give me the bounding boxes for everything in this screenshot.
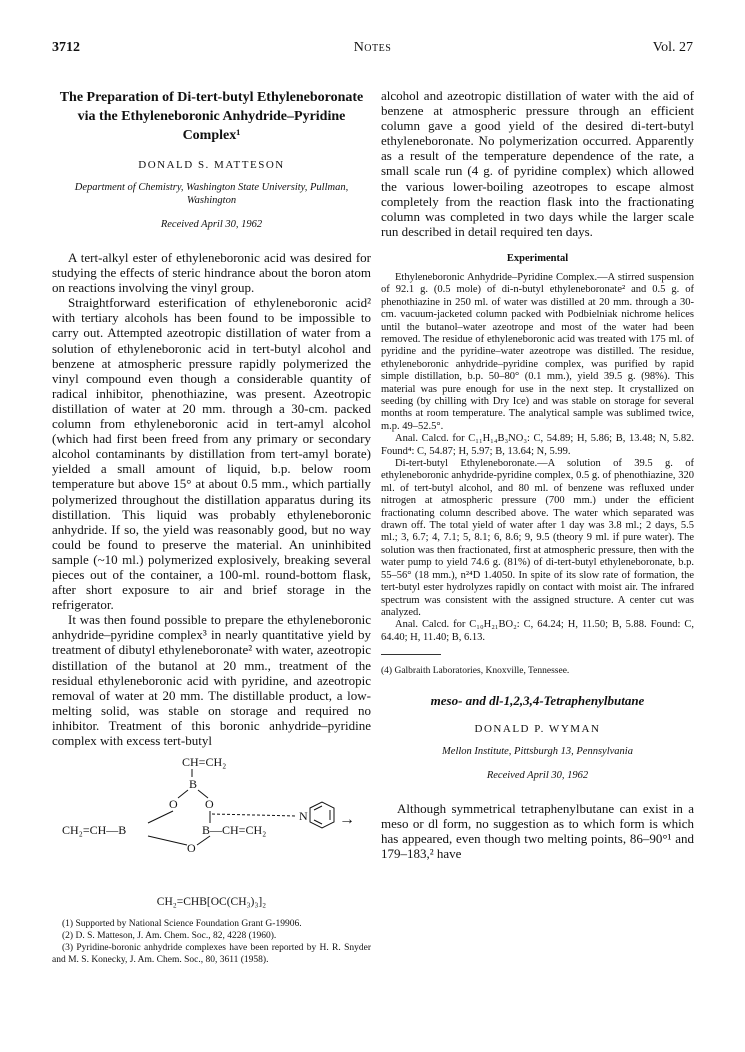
scheme-oxygen-right: O <box>205 797 214 812</box>
scheme-arrow: → <box>339 811 355 829</box>
experimental-section <box>381 272 694 644</box>
second-article-author: DONALD P. WYMAN <box>474 723 601 736</box>
experimental-heading: Experimental <box>506 252 569 264</box>
article-author: DONALD S. MATTESON <box>138 159 285 171</box>
paragraph: A tert-alkyl ester of ethyleneboronic acid was desired for studying the effects of steric hindrance about the boron atom on reactions involving the vinyl group. <box>52 250 371 296</box>
volume-label: Vol. 27 <box>652 40 693 55</box>
paragraph: Although symmetrical tetraphenylbutane can exist in a meso or dl form, no suggestion as to which form is which has appeared, even though two melting points, 86–90°¹ and 179–183,² have <box>381 801 694 862</box>
page-number: 3712 <box>52 40 80 55</box>
right-column <box>381 88 694 862</box>
analysis-paragraph: Anal. Calcd. for C₁₁H₁₄B₃NO₃: C, 54.89; H, 5.86; B, 13.48; N, 5.82. Found⁴: C, 54.87; H, 5.97; B, 13.64; N, 5.99. <box>381 433 694 457</box>
second-article-affiliation: Mellon Institute, Pittsburgh 13, Pennsylvania <box>442 746 633 758</box>
footnotes <box>52 918 371 966</box>
article-body-continued <box>381 88 694 239</box>
scheme-top-group: CH=CH₂ <box>182 755 227 770</box>
section-name: Notes <box>353 40 392 55</box>
scheme-oxygen-bottom: O <box>187 841 196 856</box>
article-title: The Preparation of Di-tert-butyl Ethyleneboronate via the Ethyleneboronic Anhydride–Pyridine Complex¹ <box>59 90 364 143</box>
scheme-oxygen-left: O <box>169 797 178 812</box>
experimental-paragraph: Di-tert-butyl Ethyleneboronate.—A solution of 39.5 g. of ethyleneboronic anhydride-pyridine complex, 0.5 g. of phenothiazine, 320 ml. of tert-butyl alcohol, and 80 ml. of benzene was refluxed under nitrogen at atmospheric pressure (700 mm.) under the efficient fractionating column described above. The water which separated was drawn off. The total yield of water after 1 day was 3.8 ml.; 2 days, 5.5 ml.; 3, 6.7; 4, 7.1; 5, 8.1; 6, 8.6; 9, 9.5 (theory 9 ml. if pure water). The solution was then fractionated, first at atmospheric pressure, then with the water pump to yield 74.6 g. (81%) of di-tert-butyl ethyleneboronate, b.p. 55–56° (18 mm.), n²⁴D 1.4050. In spite of its slow rate of formation, the tert-butyl ester hydrolyzes rapidly on contact with moist air. The infrared spectrum was consistent with the assigned structure. A center cut was analyzed. <box>381 458 694 618</box>
left-column <box>52 88 371 966</box>
footnote: (2) D. S. Matteson, J. Am. Chem. Soc., 82, 4228 (1960). <box>62 931 277 942</box>
second-received-date: Received April 30, 1962 <box>486 770 589 782</box>
experimental-paragraph: Ethyleneboronic Anhydride–Pyridine Complex.—A stirred suspension of 92.1 g. (0.5 mole) of di-n-butyl ethyleneboronate² and 0.5 g. of phenothiazine in 250 ml. of water was distilled at 20 mm. through a 30-cm. vacuum-jacketed column packed with Podbielniak nichrome helices until the butanol–water azeotrope and most of the water had been removed. The residue of ethyleneboronic acid was treated with 175 ml. of pyridine and the pyridine–water azeotrope was distilled. The residue, ethyleneboronic anhydride–pyridine complex, was purified by rapid simple distillation, b.p. 50–80° (0.1 mm.), yield 39.5 g. (98%). This material was pure enough for use in the next step. It crystallized on seeding (by chilling with Dry Ice) and was stable on storage for several months at room temperature. The analytical sample was sublimed twice, m.p. 49–52.5°. <box>381 271 694 432</box>
paragraph: Straightforward esterification of ethyleneboronic acid² with tertiary alcohols has been found to be impossible to carry out. Attempted azeotropic distillation of water from a solution of ethyleneboronic acid in tert-butyl alcohol and benzene at atmospheric pressure rapidly polymerized the vinyl compound even though a considerable quantity of radical inhibitor, phenothiazine, was present. Azeotropic distillation of water at 20 mm. through a 30-cm. packed column from ethyleneboronic acid in tert-amyl alcohol (which had first been freed from any primary or secondary alcohol contaminants by distillation from tert-amyl borate) yielded a small amount of liquid, b.p. below room temperature but above 15° at about 0.5 mm., which partially polymerized throughout the distillation apparatus during its distillation. This liquid was probably ethyleneboronic anhydride. If so, the yield was reasonably good, but no way could be found to preserve the material. An uninhibited sample (~10 ml.) polymerized explosively, breaking several pieces out of the container, a 100-ml. round-bottom flask, after short exposure to air and brief storage in the refrigerator. <box>52 295 371 613</box>
scheme-right-group: B—CH=CH₂ <box>202 823 267 838</box>
reaction-scheme <box>52 752 371 892</box>
reaction-scheme-drawing <box>52 752 371 892</box>
footnote: (1) Supported by National Science Foundation Grant G-19906. <box>62 919 302 930</box>
received-date: Received April 30, 1962 <box>160 219 263 230</box>
product-formula: CH₂=CHB[OC(CH₃)₃]₂ <box>156 896 267 909</box>
second-article-title: meso- and dl-1,2,3,4-Tetraphenylbutane <box>430 693 645 709</box>
page-header <box>52 40 693 60</box>
article-body <box>52 250 371 748</box>
footnote: (3) Pyridine-boronic anhydride complexes have been reported by H. R. Snyder and M. S. Konecky, J. Am. Chem. Soc., 80, 3611 (1958). <box>52 943 371 966</box>
scheme-boron-top: B <box>189 777 198 792</box>
scheme-pyridine-nitrogen: N <box>299 809 308 824</box>
scheme-left-group: CH₂=CH—B <box>62 823 127 838</box>
article-affiliation: Department of Chemistry, Washington State University, Pullman, Washington <box>74 182 349 206</box>
footnote-divider <box>381 654 441 655</box>
footnote-4: (4) Galbraith Laboratories, Knoxville, Tennessee. <box>381 666 570 677</box>
second-article-body <box>381 801 694 861</box>
analysis-paragraph: Anal. Calcd. for C₁₀H₂₁BO₂: C, 64.24; H, 11.50; B, 5.88. Found: C, 64.40; H, 11.40; B, 6.13. <box>381 619 694 643</box>
paragraph: It was then found possible to prepare the ethyleneboronic anhydride–pyridine complex³ in nearly quantitative yield by treatment of dibutyl ethyleneboronate² with water, azeotropic distillation of the butanol at 20 mm., treatment of the residual ethyleneboronic acid with pyridine, and azeotropic removal of water at 20 mm. The distillable product, a low-melting solid, was stable on storage and required no inhibitor. Treatment of this boronic anhydride–pyridine complex with excess tert-butyl <box>52 612 371 748</box>
paragraph: alcohol and azeotropic distillation of water with the aid of benzene at atmospheric pressure through an efficient column gave a good yield of the desired di-tert-butyl ethyleneboronate. No polymerization occurred. Apparently as a result of the temperature dependence of the rate, a small scale run (4 g. of pyridine complex) which allowed the various lower-boiling azeotropes to escape almost completely from the reaction flask into the fractionating column was completed in two days while the larger scale run described in detail required ten days. <box>381 88 694 239</box>
